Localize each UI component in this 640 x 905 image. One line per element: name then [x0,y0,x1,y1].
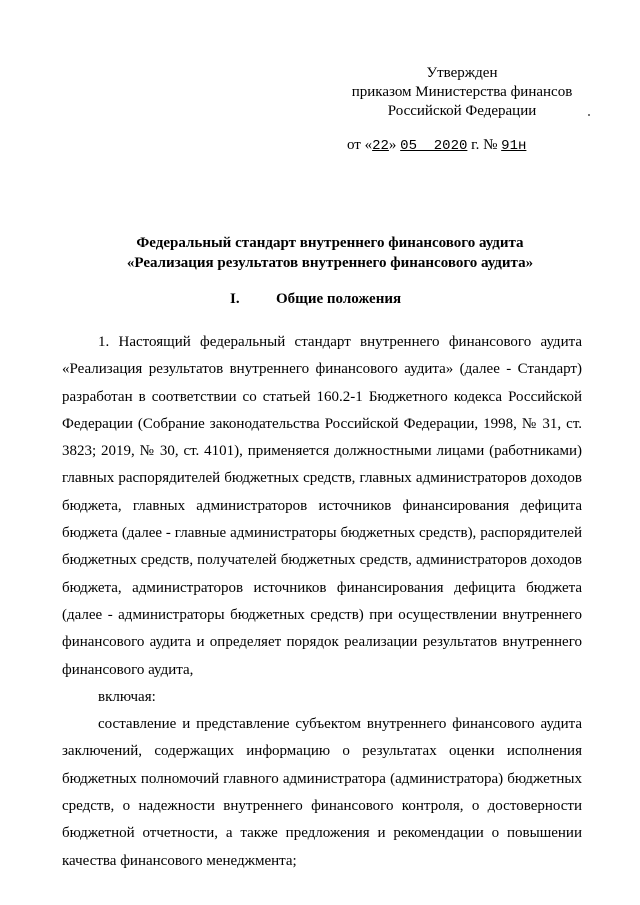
scan-speck [588,114,590,116]
order-quote-close: » [388,137,397,153]
paragraph-1-end: включая: [98,688,156,705]
order-prefix: от « [347,137,373,153]
document-body [62,329,582,875]
approval-line-1: Утвержден [426,65,498,81]
section-heading [230,291,401,308]
approval-line-3: Российской Федерации [387,103,537,119]
order-day: 22 [372,138,389,154]
order-number: 91н [501,138,527,154]
section-number: I. [230,291,240,307]
order-date-number [347,137,526,154]
paragraph-2: составление и представление субъектом внутреннего финансового аудита заключений, содержащих информацию о результатах оценки исполнения бюджетных полномочий главного администратора (администратора) бюджетных средств, о надежности внутреннего финансового контроля, о достоверности бюджетной отчетности, а также предложения и рекомендации о повышении качества финансового менеджмента; [62,716,582,869]
approval-stamp [332,64,592,121]
paragraph-1: 1. Настоящий федеральный стандарт внутреннего финансового аудита «Реализация результатов внутреннего финансового аудита» (далее - Стандарт) разработан в соответствии со статьей 160.2-1 Бюджетного кодекса Российской Федерации (Собрание законодательства Российской Федерации, 1998, № 31, ст. 3823; 2019, № 30, ст. 4101), применяется должностными лицами (работниками) главных распорядителей бюджетных средств, главных администраторов доходов бюджета, главных администраторов источников финансирования дефицита бюджета (далее - главные администраторы бюджетных средств), распорядителей бюджетных средств, получателей бюджетных средств, администраторов доходов бюджета, администраторов источников финансирования дефицита бюджета (далее - администраторы бюджетных средств) при осуществлении внутреннего финансового аудита и определяет порядок реализации результатов внутреннего финансового аудита, [62,334,582,678]
order-number-label: г. № [471,137,498,153]
title-line-1: Федеральный стандарт внутреннего финансового аудита [136,235,524,251]
section-title: Общие положения [276,291,402,307]
title-line-2: «Реализация результатов внутреннего финансового аудита» [126,255,534,271]
document-title [40,233,620,273]
approval-line-2: приказом Министерства финансов [351,84,573,100]
order-month-year: 05 2020 [400,138,468,154]
